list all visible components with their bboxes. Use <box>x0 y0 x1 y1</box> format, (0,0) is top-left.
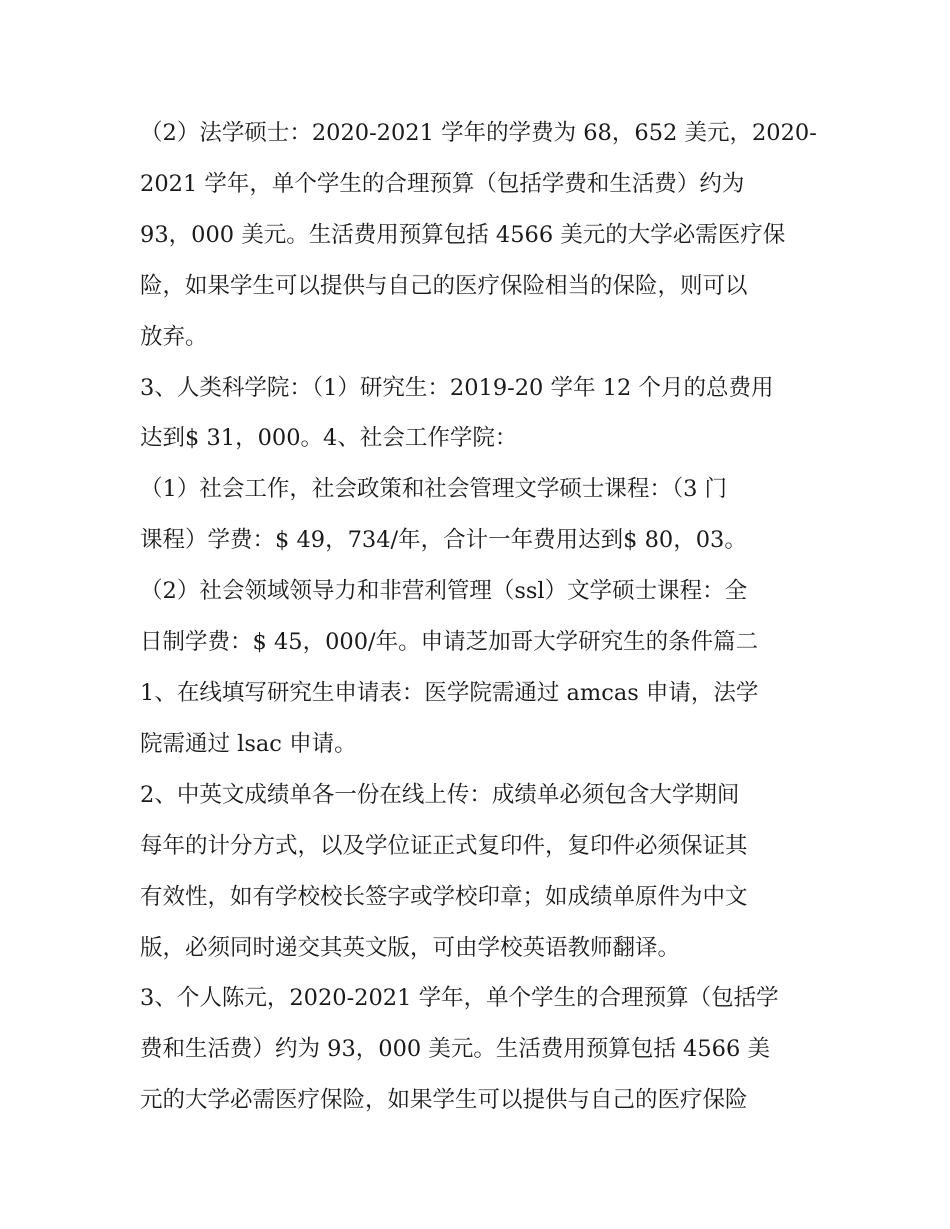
document-body <box>140 108 820 1126</box>
text-line: 放弃。 <box>140 323 208 350</box>
text-line: 险，如果学生可以提供与自己的医疗保险相当的保险，则可以 <box>140 272 748 299</box>
text-line: 2021 学年，单个学生的合理预算（包括学费和生活费）约为 <box>140 170 745 197</box>
text-line: 院需通过 lsac 申请。 <box>140 730 357 757</box>
text-line: 课程）学费：$ 49，734/年，合计一年费用达到$ 80，03。 <box>140 527 747 554</box>
text-line: （2）社会领域领导力和非营利管理（ssl）文学硕士课程：全 <box>140 578 748 605</box>
text-line: 达到$ 31，000。4、社会工作学院： <box>140 425 518 452</box>
text-line: 元的大学必需医疗保险，如果学生可以提供与自己的医疗保险 <box>140 1087 748 1114</box>
text-line: 版，必须同时递交其英文版，可由学校英语教师翻译。 <box>140 934 681 961</box>
text-line: 日制学费：$ 45，000/年。申请芝加哥大学研究生的条件篇二 <box>140 629 759 656</box>
text-line: 每年的计分方式，以及学位证正式复印件，复印件必须保证其 <box>140 832 748 859</box>
text-line: 2、中英文成绩单各一份在线上传：成绩单必须包含大学期间 <box>140 781 740 808</box>
text-line: （1）社会工作，社会政策和社会管理文学硕士课程：（3 门 <box>140 476 728 503</box>
text-line: （2）法学硕士：2020-2021 学年的学费为 68，652 美元，2020- <box>140 120 817 146</box>
text-line: 有效性，如有学校校长签字或学校印章；如成绩单原件为中文 <box>140 883 748 910</box>
text-line: 93，000 美元。生活费用预算包括 4566 美元的大学必需医疗保 <box>140 221 786 248</box>
text-line: 3、个人陈元，2020-2021 学年，单个学生的合理预算（包括学 <box>140 985 779 1012</box>
text-line: 3、人类科学院：（1）研究生：2019-20 学年 12 个月的总费用 <box>140 374 774 401</box>
text-line: 1、在线填写研究生申请表：医学院需通过 amcas 申请，法学 <box>140 679 759 706</box>
text-line: 费和生活费）约为 93，000 美元。生活费用预算包括 4566 美 <box>140 1036 770 1063</box>
